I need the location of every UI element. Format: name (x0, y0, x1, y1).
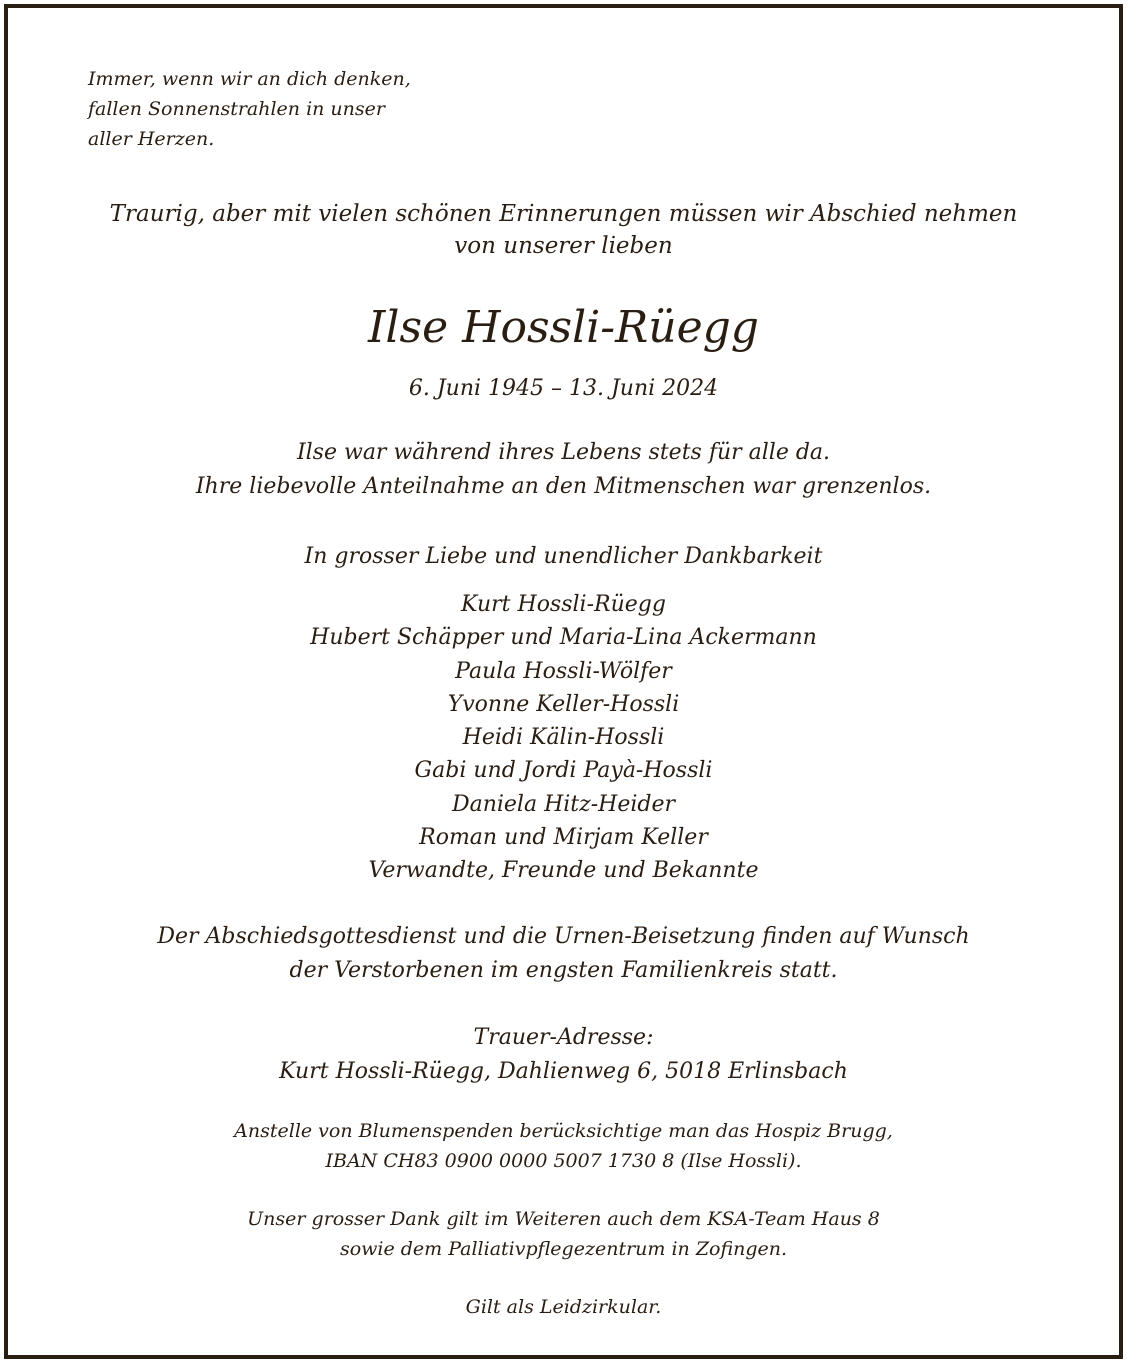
donation-notice (8, 1116, 1119, 1176)
intro-line: von unserer lieben (454, 233, 673, 259)
thanks-notice (8, 1204, 1119, 1264)
mourner-entry: Yvonne Keller-Hossli (447, 691, 680, 717)
mourning-address: Kurt Hossli-Rüegg, Dahlienweg 6, 5018 Erlinsbach (279, 1059, 848, 1084)
obituary-notice (4, 4, 1123, 1359)
circular-notice: Gilt als Leidzirkular. (465, 1296, 662, 1318)
mourner-entry: Kurt Hossli-Rüegg (461, 592, 666, 617)
service-line: Der Abschiedsgottesdienst und die Urnen-Beisetzung finden auf Wunsch (157, 924, 970, 949)
thanks-line: Unser grosser Dank gilt im Weiteren auch dem KSA-Team Haus 8 (247, 1208, 880, 1230)
donation-iban: IBAN CH83 0900 0000 5007 1730 8 (Ilse Hossli). (325, 1150, 802, 1172)
intro-text (8, 198, 1119, 262)
tribute-text (8, 436, 1119, 504)
dedication-line: In grosser Liebe und unendlicher Dankbarkeit (304, 544, 823, 569)
tribute-line: Ihre liebevolle Anteilnahme an den Mitmenschen war grenzenlos. (195, 474, 932, 499)
mourners-list (8, 588, 1119, 888)
service-line: der Verstorbenen im engsten Familienkreis statt. (289, 958, 838, 983)
thanks-line: sowie dem Palliativpflegezentrum in Zofingen. (339, 1238, 788, 1260)
motto-line: Immer, wenn wir an dich denken, (88, 68, 411, 90)
service-notice (8, 920, 1119, 988)
mourner-entry: Hubert Schäpper und Maria-Lina Ackermann (310, 625, 817, 651)
deceased-name: Ilse Hossli-Rüegg (368, 302, 759, 353)
mourner-entry: Verwandte, Freunde und Bekannte (368, 858, 759, 884)
mourner-entry: Gabi und Jordi Payà-Hossli (414, 758, 713, 784)
motto-line: aller Herzen. (88, 128, 215, 150)
address-label: Trauer-Adresse: (473, 1025, 654, 1050)
mourner-entry: Paula Hossli-Wölfer (455, 658, 672, 684)
mourner-entry: Roman und Mirjam Keller (419, 825, 708, 851)
motto-verse (88, 64, 411, 154)
mourner-entry: Heidi Kälin-Hossli (462, 725, 665, 751)
mourner-entry: Daniela Hitz-Heider (451, 791, 676, 817)
life-dates: 6. Juni 1945 – 13. Juni 2024 (408, 376, 719, 401)
donation-line: Anstelle von Blumenspenden berücksichtige man das Hospiz Brugg, (234, 1120, 893, 1142)
tribute-line: Ilse war während ihres Lebens stets für alle da. (296, 440, 831, 465)
intro-line: Traurig, aber mit vielen schönen Erinnerungen müssen wir Abschied nehmen (109, 201, 1018, 227)
motto-line: fallen Sonnenstrahlen in unser (88, 98, 385, 120)
